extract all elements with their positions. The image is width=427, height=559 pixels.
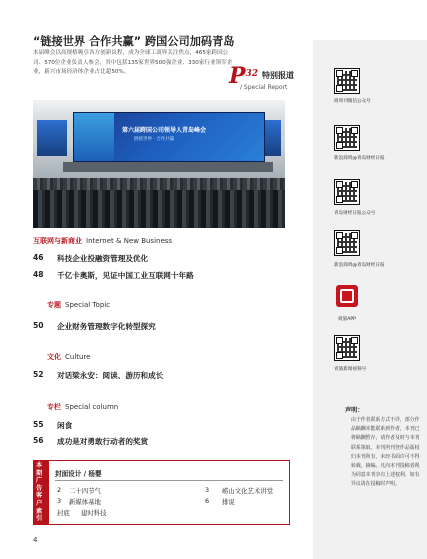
section-header-culture bbox=[47, 352, 90, 362]
notice-title: 声明： bbox=[345, 407, 364, 414]
qr-code-icon[interactable] bbox=[334, 230, 360, 256]
cover-design-credit: 封面设计 / 杨婴 bbox=[55, 470, 102, 478]
audience-front bbox=[33, 190, 285, 228]
advertiser-divider bbox=[55, 480, 283, 481]
toc-page-number: 48 bbox=[33, 270, 44, 279]
advertiser-index-label: 本期广告客户索引 bbox=[36, 462, 43, 523]
ad-name: 二十四节气 bbox=[69, 487, 101, 495]
toc-page-number: 56 bbox=[33, 436, 44, 445]
ad-name: 建时科技 bbox=[81, 509, 107, 517]
qr-label: 新浪商周@青岛财经日报 bbox=[334, 263, 385, 268]
toc-page-number: 50 bbox=[33, 321, 44, 330]
section-header-column bbox=[47, 402, 118, 412]
section-title-en: Internet & New Business bbox=[86, 237, 173, 245]
page-number-sup: 32 bbox=[245, 69, 259, 79]
side-screen-left bbox=[37, 120, 67, 156]
toc-page-number: 55 bbox=[33, 420, 44, 429]
qr-label: 商旅APP bbox=[338, 317, 356, 322]
app-icon[interactable] bbox=[336, 285, 358, 307]
ad-page-number: 封底 bbox=[57, 509, 70, 517]
toc-entry-link[interactable]: 千亿卡奥斯，见证中国工业互联网十年路 bbox=[57, 271, 194, 280]
qr-code-icon[interactable] bbox=[334, 125, 360, 151]
qr-code-icon[interactable] bbox=[334, 335, 360, 361]
feature-title: “链接世界 合作共赢” 跨国公司加码青岛 bbox=[33, 35, 235, 48]
toc-entry-link[interactable]: 成功是对勇敢行动者的奖赏 bbox=[57, 437, 149, 446]
toc-page-number: 46 bbox=[33, 253, 44, 262]
section-header-special-topic bbox=[47, 300, 110, 310]
section-title-en: Special column bbox=[65, 403, 119, 411]
page-number: 4 bbox=[33, 536, 38, 544]
qr-code-icon[interactable] bbox=[334, 179, 360, 205]
summit-photo bbox=[33, 100, 285, 228]
qr-label: 青岛财经日报公众号 bbox=[334, 211, 376, 216]
ad-name: 崂山文化艺术讲堂 bbox=[222, 487, 274, 495]
qr-code-icon[interactable] bbox=[334, 68, 360, 94]
ad-name: 新媒体基地 bbox=[69, 498, 101, 506]
notice-body: 由于作者联系方式不详，部分作品稿酬未能联系到作者，本刊已将稿酬暂存，请作者及时与本刊联系领取。本刊所刊登作品版权归本刊所有，未经书面许可不得转载、摘编。凡向本刊投稿者视为同意本刊享有上述权利，如有异议请在投稿时声明。 bbox=[351, 417, 420, 488]
ad-page-number: 2 bbox=[57, 486, 62, 494]
toc-entry-link[interactable]: 企业财务管理数字化转型探究 bbox=[57, 322, 156, 331]
stage bbox=[63, 162, 273, 172]
section-title-cn: 专栏 bbox=[47, 403, 61, 411]
special-report-en: / Special Report bbox=[240, 84, 288, 91]
section-title-cn: 文化 bbox=[47, 353, 61, 361]
screen-graphic bbox=[74, 113, 114, 161]
section-header-internet bbox=[33, 236, 172, 246]
ad-page-number: 6 bbox=[205, 497, 210, 505]
toc-entry-link[interactable]: 对话梁永安：阅读、游历和成长 bbox=[57, 371, 164, 380]
qr-label: 新浪商周@青岛财经日报 bbox=[334, 156, 385, 161]
screen-subtitle: 链接世界 · 合作共赢 bbox=[134, 137, 175, 142]
section-title-en: Special Topic bbox=[65, 301, 111, 309]
feature-summary: 本届峰会以高规格吸引各方创新议程，成为全球工商界关注焦点，465家跨国公司、570位企业负责人参会，其中包括135家世界500强企业、330家行业领军企业，新兴市场经济体企业占比超50%。 bbox=[33, 50, 233, 76]
section-title-cn: 专题 bbox=[47, 301, 61, 309]
page-prefix: P bbox=[229, 63, 246, 89]
section-title-en: Culture bbox=[65, 353, 91, 361]
ad-page-number: 3 bbox=[57, 497, 62, 505]
ad-page-number: 3 bbox=[205, 486, 210, 494]
stage-screen bbox=[73, 112, 265, 162]
screen-title: 第六届跨国公司领导人青岛峰会 bbox=[122, 127, 207, 134]
ad-name: 排说 bbox=[222, 498, 235, 506]
toc-entry-link[interactable]: 科技企业投融资管理及优化 bbox=[57, 254, 149, 263]
toc-entry-link[interactable]: 闲食 bbox=[57, 421, 73, 430]
special-report-label: 特别报道 bbox=[262, 70, 294, 80]
qr-label: 商周刊微信公众号 bbox=[334, 99, 371, 104]
qr-label: 青旅新闻视频号 bbox=[334, 367, 367, 372]
section-title-cn: 互联网与新商业 bbox=[33, 237, 82, 245]
toc-page-number: 52 bbox=[33, 370, 44, 379]
